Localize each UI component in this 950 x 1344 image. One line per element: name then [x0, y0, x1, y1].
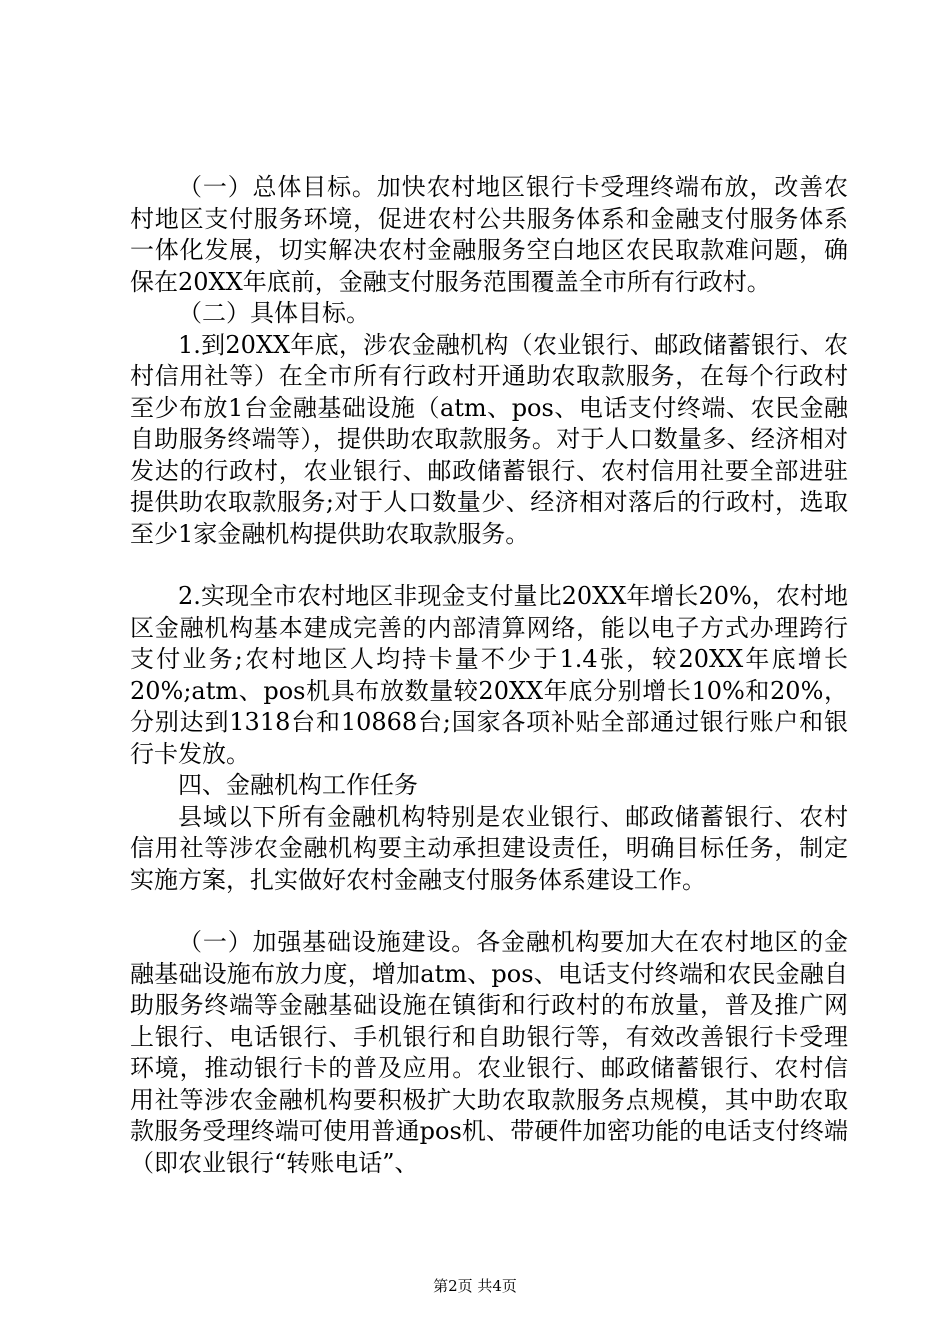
section-heading-tasks: 四、金融机构工作任务: [178, 771, 418, 799]
paragraph-overall-goal: （一）总体目标。加快农村地区银行卡受理终端布放，改善农村地区支付服务环境，促进农村公共服务体系和金融支付服务体系一体化发展，切实解决农村金融服务空白地区农民取款难问题，确保在20XX年底前，金融支付服务范围覆盖全市所有行政村。: [130, 173, 848, 296]
paragraph-gap: [130, 896, 848, 927]
paragraph-specific-goal-heading: （二）具体目标。: [178, 299, 370, 327]
paragraph-gap: [130, 550, 848, 581]
document-body: [130, 172, 848, 1179]
paragraph-goal-2: 2.实现全市农村地区非现金支付量比20XX年增长20%，农村地区金融机构基本建成完善的内部清算网络，能以电子方式办理跨行支付业务;农村地区人均持卡量不少于1.4张，较20XX年底增长20%;atm、pos机具布放数量较20XX年底分别增长10%和20%，分别达到1318台和10868台;国家各项补贴全部通过银行账户和银行卡发放。: [130, 582, 848, 768]
paragraph-goal-1: 1.到20XX年底，涉农金融机构（农业银行、邮政储蓄银行、农村信用社等）在全市所有行政村开通助农取款服务，在每个行政村至少布放1台金融基础设施（atm、pos、电话支付终端、农民金融自助服务终端等），提供助农取款服务。对于人口数量多、经济相对发达的行政村，农业银行、邮政储蓄银行、农村信用社要全部进驻提供助农取款服务;对于人口数量少、经济相对落后的行政村，选取至少1家金融机构提供助农取款服务。: [130, 330, 848, 548]
paragraph-tasks-intro: 县域以下所有金融机构特别是农业银行、邮政储蓄银行、农村信用社等涉农金融机构要主动承担建设责任，明确目标任务，制定实施方案，扎实做好农村金融支付服务体系建设工作。: [130, 802, 848, 894]
paragraph-infrastructure: （一）加强基础设施建设。各金融机构要加大在农村地区的金融基础设施布放力度，增加atm、pos、电话支付终端和农民金融自助服务终端等金融基础设施在镇街和行政村的布放量，普及推广网上银行、电话银行、手机银行和自助银行等，有效改善银行卡受理环境，推动银行卡的普及应用。农业银行、邮政储蓄银行、农村信用社等涉农金融机构要积极扩大助农取款服务点规模，其中助农取款服务受理终端可使用普通pos机、带硬件加密功能的电话支付终端（即农业银行“转账电话”、: [130, 928, 848, 1177]
page-footer: 第2页 共4页: [433, 1277, 517, 1295]
